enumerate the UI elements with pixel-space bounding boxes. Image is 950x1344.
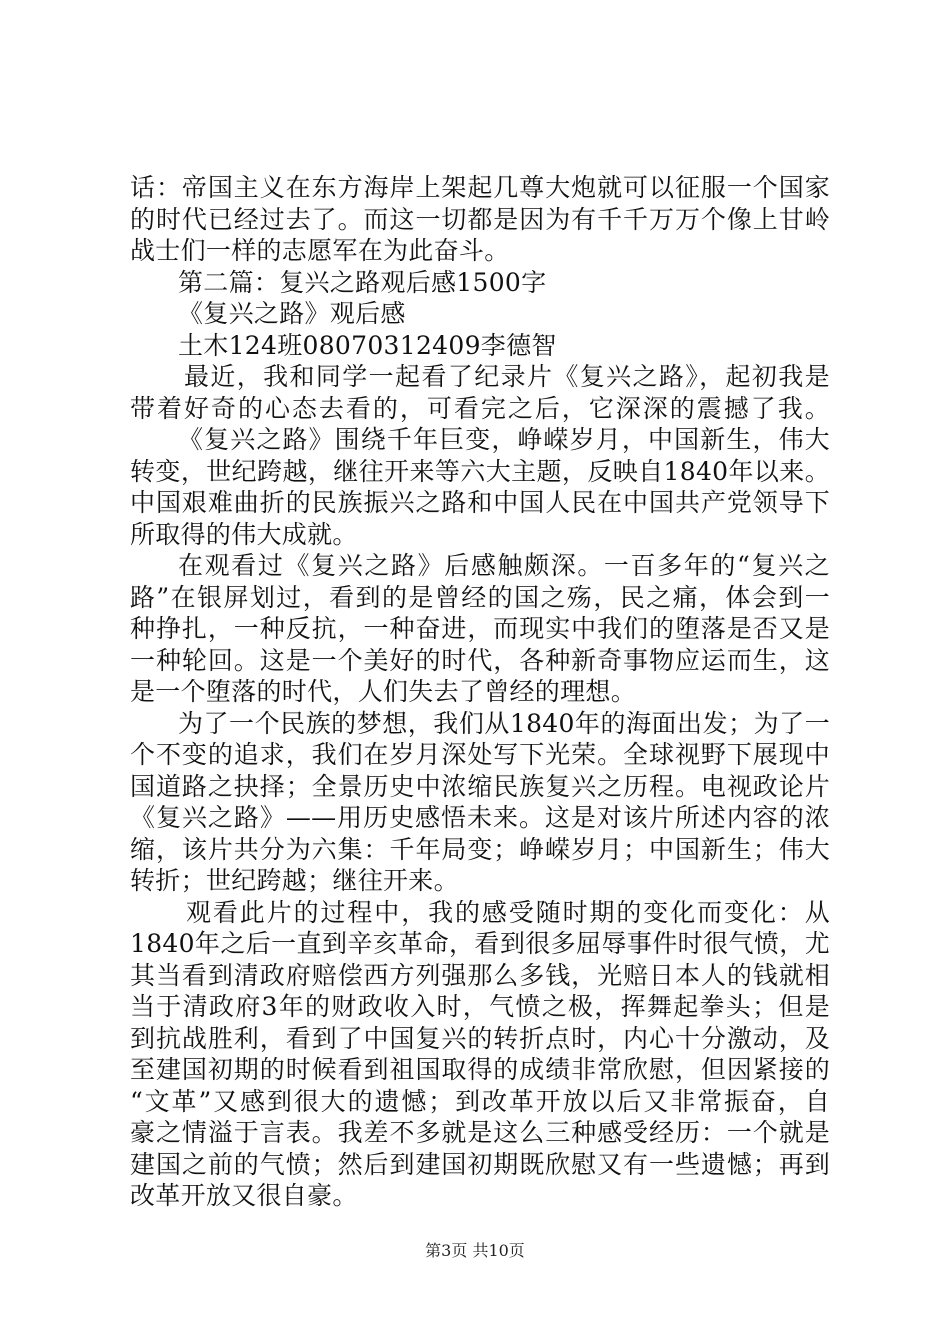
body-text [130, 172, 830, 1212]
page-number-footer: 第3页 共10页 [425, 1241, 525, 1260]
text-line: 最近，我和同学一起看了纪录片《复兴之路》，起初我是 [184, 362, 830, 391]
text-line: 种挣扎，一种反抗，一种奋进，而现实中我们的堕落是否又是 [130, 614, 830, 643]
text-line: 为了一个民族的梦想，我们从1840年的海面出发；为了一 [178, 708, 830, 738]
text-line: 的时代已经过去了。而这一切都是因为有千千万万个像上甘岭 [130, 204, 830, 234]
text-line: 国道路之抉择；全景历史中浓缩民族复兴之历程。电视政论片 [130, 771, 830, 801]
article-title: 《复兴之路》观后感 [178, 299, 406, 328]
text-line: 战士们一样的志愿军在为此奋斗。 [130, 236, 510, 265]
text-line: 《复兴之路》——用历史感悟未来。这是对该片所述内容的浓 [130, 803, 830, 832]
text-line: 《复兴之路》围绕千年巨变，峥嵘岁月，中国新生，伟大 [178, 425, 830, 454]
text-line: 一种轮回。这是一个美好的时代，各种新奇事物应运而生，这 [130, 645, 830, 675]
text-line: 1840年之后一直到辛亥革命，看到很多屈辱事件时很气愤，尤 [130, 929, 830, 958]
text-line: “文革”又感到很大的遗憾；到改革开放以后又非常振奋，自 [130, 1086, 830, 1116]
text-line: 转变，世纪跨越，继往开来等六大主题，反映自1840年以来。 [130, 456, 830, 486]
text-line: 个不变的追求，我们在岁月深处写下光荣。全球视野下展现中 [130, 740, 830, 769]
author-line: 土木124班08070312409李德智 [178, 330, 557, 360]
text-line: 缩，该片共分为六集：千年局变；峥嵘岁月；中国新生；伟大 [130, 834, 830, 864]
text-line: 在观看过《复兴之路》后感触颇深。一百多年的“复兴之 [178, 551, 830, 580]
text-line: 路”在银屏划过，看到的是曾经的国之殇，民之痛，体会到一 [130, 582, 830, 612]
text-line: 中国艰难曲折的民族振兴之路和中国人民在中国共产党领导下 [130, 488, 830, 517]
section-heading: 第二篇：复兴之路观后感1500字 [178, 267, 547, 297]
text-line: 转折；世纪跨越；继往开来。 [130, 866, 459, 895]
text-line: 当于清政府3年的财政收入时，气愤之极，挥舞起拳头；但是 [130, 992, 830, 1021]
text-line: 改革开放又很自豪。 [130, 1181, 358, 1210]
text-line: 带着好奇的心态去看的，可看完之后，它深深的震撼了我。 [130, 393, 830, 423]
text-line: 到抗战胜利，看到了中国复兴的转折点时，内心十分激动，及 [130, 1023, 830, 1053]
text-line: 观看此片的过程中，我的感受随时期的变化而变化：从 [186, 897, 830, 927]
text-line: 所取得的伟大成就。 [130, 519, 358, 549]
text-line: 建国之前的气愤；然后到建国初期既欣慰又有一些遗憾；再到 [130, 1149, 830, 1179]
text-line: 话：帝国主义在东方海岸上架起几尊大炮就可以征服一个国家 [130, 173, 830, 202]
text-line: 至建国初期的时候看到祖国取得的成绩非常欣慰，但因紧接的 [130, 1055, 830, 1084]
text-line: 豪之情溢于言表。我差不多就是这么三种感受经历：一个就是 [130, 1118, 830, 1147]
text-line: 其当看到清政府赔偿西方列强那么多钱，光赔日本人的钱就相 [130, 960, 830, 990]
text-line: 是一个堕落的时代，人们失去了曾经的理想。 [130, 677, 637, 706]
